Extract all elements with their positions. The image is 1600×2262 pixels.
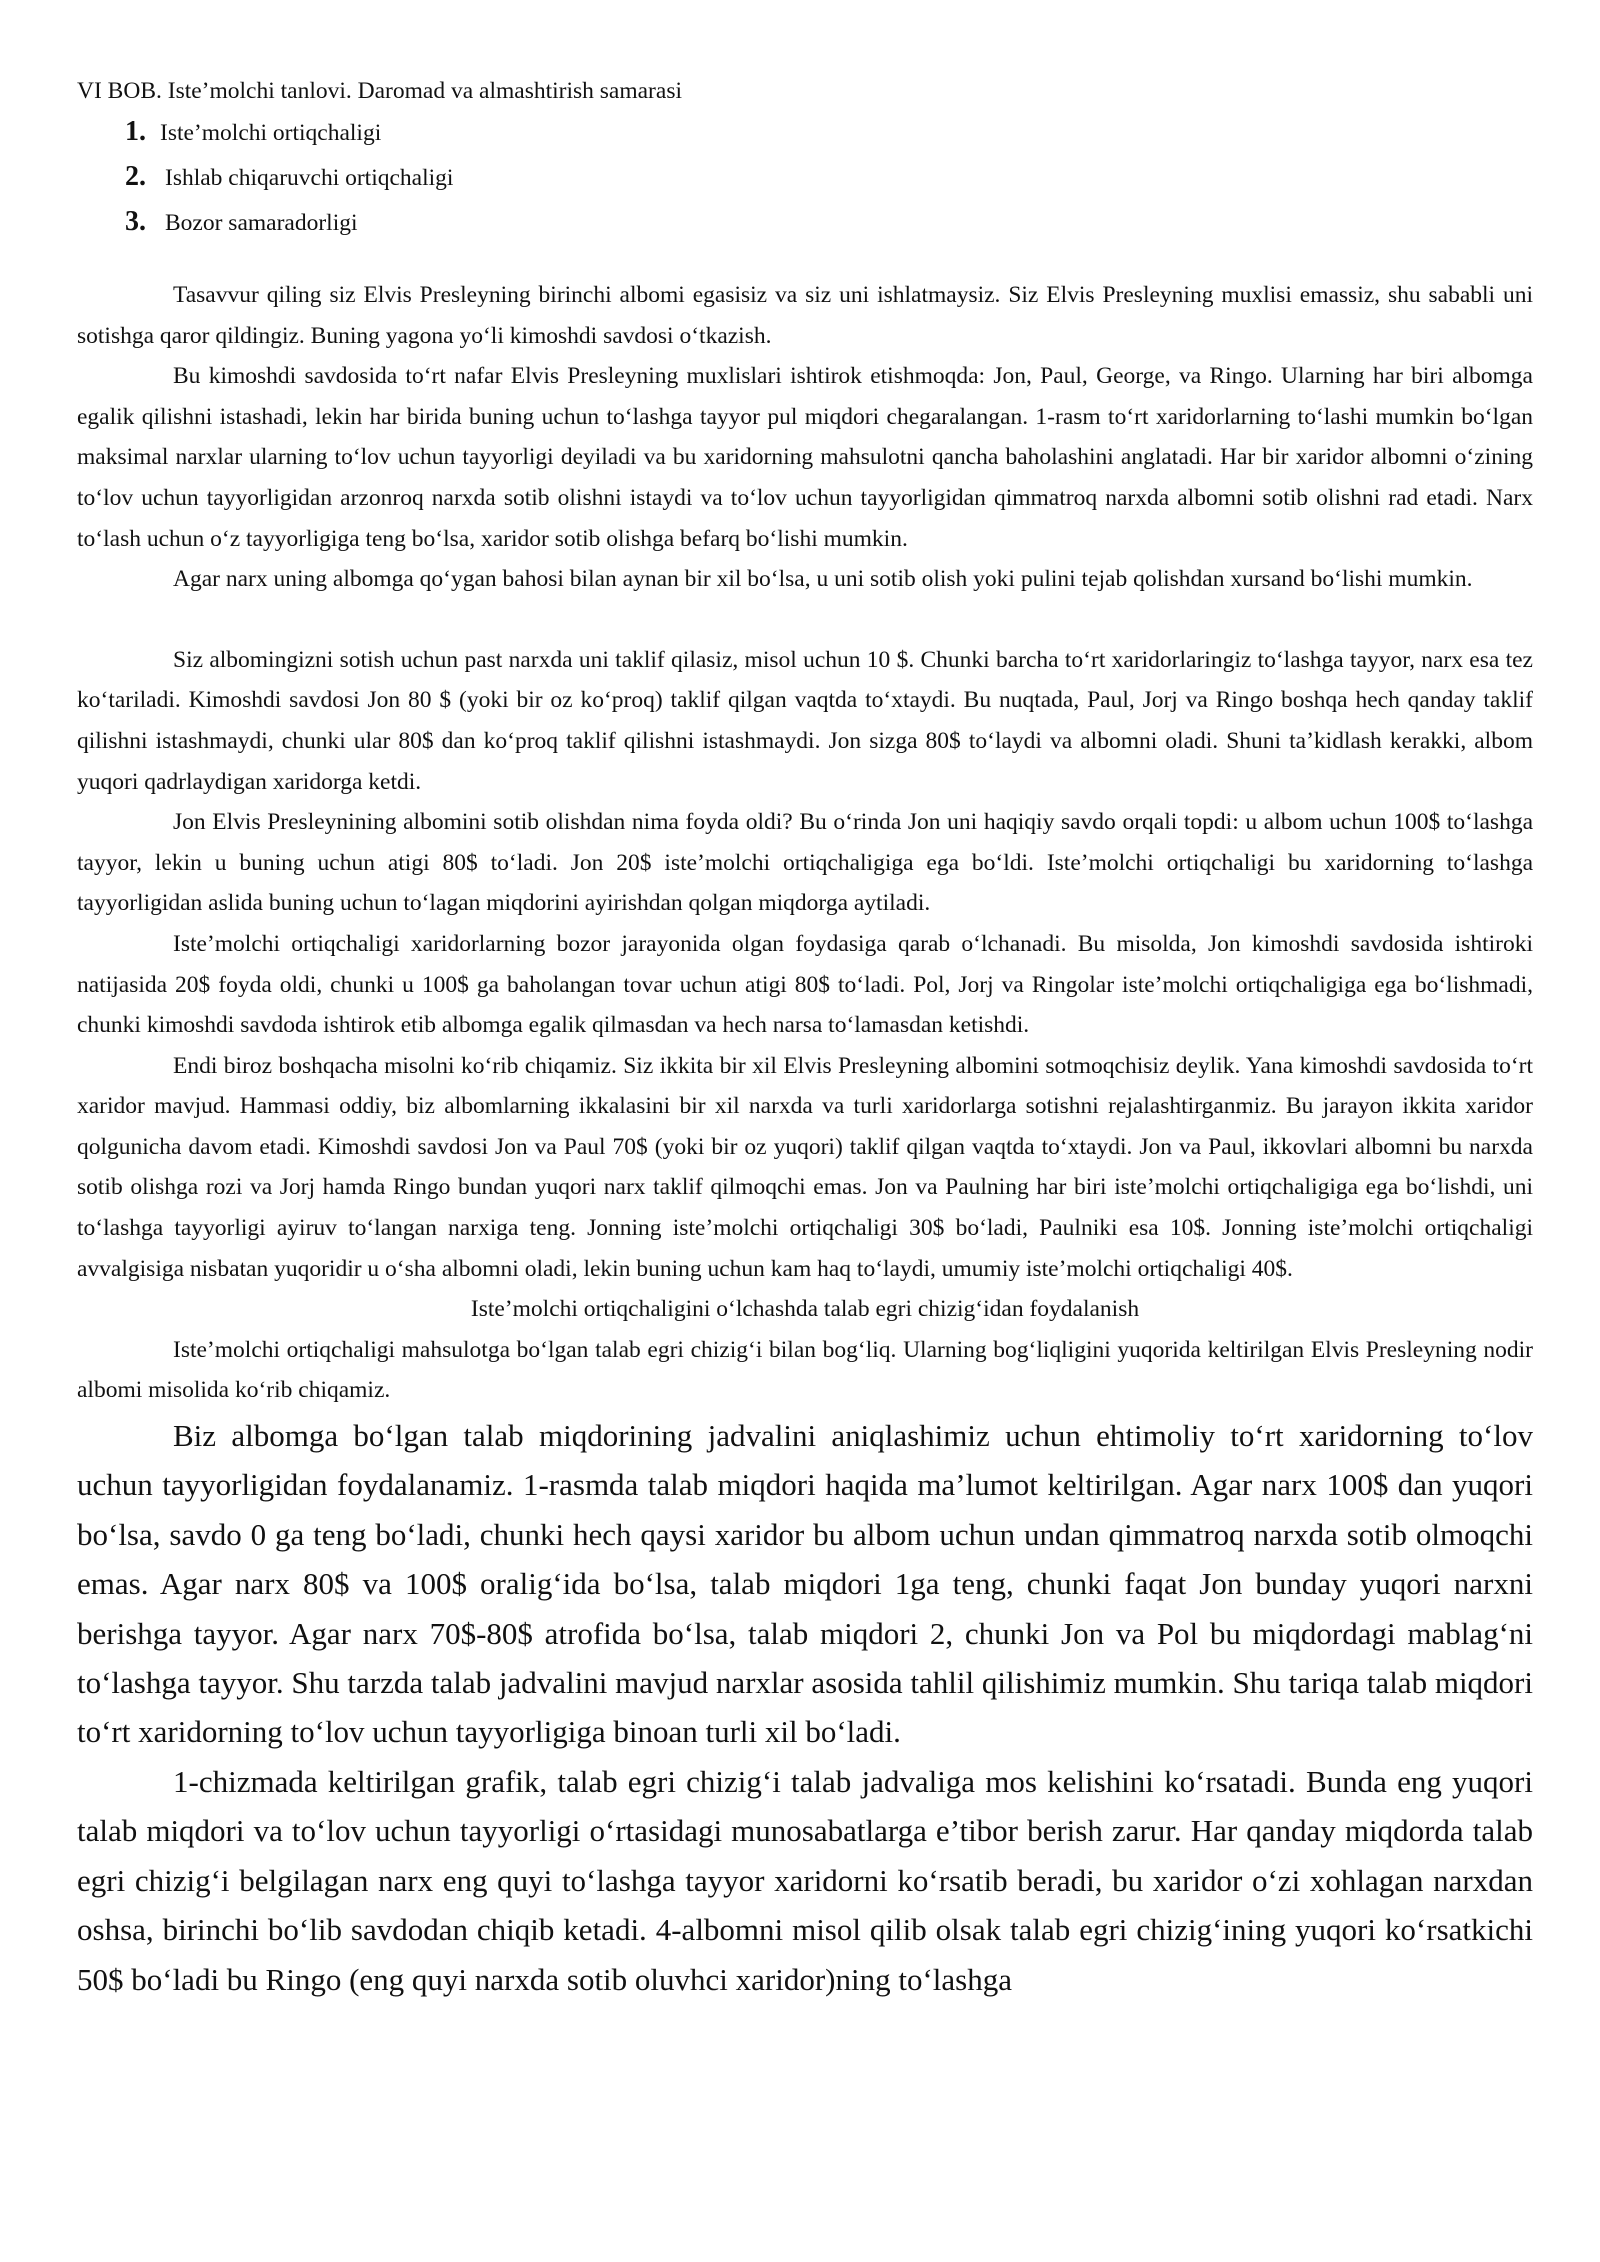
outline-number: 2.	[125, 161, 146, 192]
outline-title: Bozor samaradorligi	[165, 210, 358, 236]
body-paragraph: Tasavvur qiling siz Elvis Presleyning birinchi albomi egasisiz va siz uni ishlatmaysiz. Siz Elvis Presleyning muxlisi emassiz, shu sababli uni sotishga qaror qildingiz. Buning yagona yo‘li kimoshdi savdosi o‘tkazish.	[77, 282, 1533, 349]
body-paragraph: Jon Elvis Presleynining albomini sotib olishdan nima foyda oldi? Bu o‘rinda Jon uni haqiqiy savdo orqali topdi: u albom uchun 100$ to‘lashga tayyor, lekin u buning uchun atigi 80$ to‘ladi. Jon 20$ iste’molchi ortiqchaligiga ega bo‘ldi. Iste’molchi ortiqchaligi bu xaridorning to‘lashga tayyorligidan aslida buning uchun to‘lagan miqdorini ayirishdan qolgan miqdorga aytiladi.	[77, 809, 1533, 917]
outline-number: 1.	[125, 116, 146, 147]
body-paragraph: Endi biroz boshqacha misolni ko‘rib chiqamiz. Siz ikkita bir xil Elvis Presleyning albomini sotmoqchisiz deylik. Yana kimoshdi savdosida to‘rt xaridor mavjud. Hammasi oddiy, biz albomlarning ikkalasini bir xil narxda va turli xaridorlarga sotishni rejalashtirganmiz. Bu jarayon ikkita xaridor qolgunicha davom etadi. Kimoshdi savdosi Jon va Paul 70$ (yoki bir oz yuqori) taklif qilgan vaqtda to‘xtaydi. Jon va Paul, ikkovlari albomni bu narxda sotib olishga rozi va Jorj hamda Ringo bundan yuqori narx taklif qilmoqchi emas. Jon va Paulning har biri iste’molchi ortiqchaligiga ega bo‘lishdi, uni to‘lashga tayyorligi ayiruv to‘langan narxiga teng. Jonning iste’molchi ortiqchaligi 30$ bo‘ladi, Paulniki esa 10$. Jonning iste’molchi ortiqchaligi avvalgisiga nisbatan yuqoridir u o‘sha albomni oladi, lekin buning uchun kam haq to‘laydi, umumiy iste’molchi ortiqchaligi 40$.	[77, 1052, 1533, 1282]
body-paragraph: Bu kimoshdi savdosida to‘rt nafar Elvis Presleyning muxlislari ishtirok etishmoqda: Jon, Paul, George, va Ringo. Ularning har biri albomga egalik qilishni istashadi, lekin har birida buning uchun to‘lashga tayyor pul miqdori chegaralangan. 1-rasm to‘rt xaridorlarning to‘lashi mumkin bo‘lgan maksimal narxlar ularning to‘lov uchun tayyorligi deyiladi va bu xaridorning mahsulotni qancha baholashini anglatadi. Har bir xaridor albomni o‘zining to‘lov uchun tayyorligidan arzonroq narxda sotib olishni istaydi va to‘lov uchun tayyorligidan qimmatroq narxda albomni sotib olishni rad etadi. Narx to‘lash uchun o‘z tayyorligiga teng bo‘lsa, xaridor sotib olishga befarq bo‘lishi mumkin.	[77, 363, 1533, 552]
document-page	[77, 72, 1533, 2004]
body-paragraph: Agar narx uning albomga qo‘ygan bahosi bilan aynan bir xil bo‘lsa, u uni sotib olish yoki pulini tejab qolishdan xursand bo‘lishi mumkin.	[173, 566, 1473, 593]
body-paragraph-large: Biz albomga bo‘lgan talab miqdorining jadvalini aniqlashimiz uchun ehtimoliy to‘rt xaridorning to‘lov uchun tayyorligidan foydalanamiz. 1-rasmda talab miqdori haqida ma’lumot keltirilgan. Agar narx 100$ dan yuqori bo‘lsa, savdo 0 ga teng bo‘ladi, chunki hech qaysi xaridor bu albom uchun undan qimmatroq narxda sotib olmoqchi emas. Agar narx 80$ va 100$ oralig‘ida bo‘lsa, talab miqdori 1ga teng, chunki faqat Jon bunday yuqori narxni berishga tayyor. Agar narx 70$-80$ atrofida bo‘lsa, talab miqdori 2, chunki Jon va Pol bu miqdordagi mablag‘ni to‘lashga tayyor. Shu tarzda talab jadvalini mavjud narxlar asosida tahlil qilishimiz mumkin. Shu tariqa talab miqdori to‘rt xaridorning to‘lov uchun tayyorligiga binoan turli xil bo‘ladi.	[77, 1418, 1533, 1750]
body-paragraph-large: 1-chizmada keltirilgan grafik, talab egri chizig‘i talab jadvaliga mos kelishini ko‘rsatadi. Bunda eng yuqori talab miqdori va to‘lov uchun tayyorligi o‘rtasidagi munosabatlarga e’tibor berish zarur. Har qanday miqdorda talab egri chizig‘i belgilagan narx eng quyi to‘lashga tayyor xaridorni ko‘rsatib beradi, bu xaridor o‘zi xohlagan narxdan oshsa, birinchi bo‘lib savdodan chiqib ketadi. 4-albomni misol qilib olsak talab egri chizig‘ining yuqori ko‘rsatkichi 50$ bo‘ladi bu Ringo (eng quyi narxda sotib oluvhci xaridor)ning to‘lashga	[77, 1763, 1533, 1997]
body-paragraph: Siz albomingizni sotish uchun past narxda uni taklif qilasiz, misol uchun 10 $. Chunki barcha to‘rt xaridorlaringiz to‘lashga tayyor, narx esa tez ko‘tariladi. Kimoshdi savdosi Jon 80 $ (yoki bir oz ko‘proq) taklif qilgan vaqtda to‘xtaydi. Bu nuqtada, Paul, Jorj va Ringo boshqa hech qanday taklif qilishni istashmaydi, chunki ular 80$ dan ko‘proq taklif qilishni istashmaydi. Jon sizga 80$ to‘laydi va albomni oladi. Shuni ta’kidlash kerakki, albom yuqori qadrlaydigan xaridorga ketdi.	[77, 646, 1533, 795]
section-subheading: Iste’molchi ortiqchaligini o‘lchashda talab egri chizig‘idan foydalanish	[470, 1296, 1140, 1323]
paragraph-gap	[77, 600, 1533, 640]
section-spacer	[77, 245, 1533, 275]
body-paragraph: Iste’molchi ortiqchaligi mahsulotga bo‘lgan talab egri chizig‘i bilan bog‘liq. Ularning bog‘liqligini yuqorida keltirilgan Elvis Presleyning nodir albomi misolida ko‘rib chiqamiz.	[77, 1336, 1533, 1404]
chapter-title: VI BOB. Iste’molchi tanlovi. Daromad va almashtirish samarasi	[77, 78, 682, 104]
outline-number: 3.	[125, 206, 146, 237]
chapter-outline	[77, 110, 1533, 245]
outline-item	[125, 200, 1533, 245]
outline-title: Ishlab chiqaruvchi ortiqchaligi	[165, 165, 454, 191]
body-paragraph: Iste’molchi ortiqchaligi xaridorlarning bozor jarayonida olgan foydasiga qarab o‘lchanadi. Bu misolda, Jon kimoshdi savdosida ishtiroki natijasida 20$ foyda oldi, chunki u 100$ ga baholangan tovar uchun atigi 80$ to‘ladi. Pol, Jorj va Ringolar iste’molchi ortiqchaligiga ega bo‘lishmadi, chunki kimoshdi savdoda ishtirok etib albomga egalik qilmasdan va hech narsa to‘lamasdan ketishdi.	[77, 930, 1533, 1039]
outline-item	[125, 110, 1533, 155]
outline-title: Iste’molchi ortiqchaligi	[160, 120, 382, 146]
outline-item	[125, 155, 1533, 200]
